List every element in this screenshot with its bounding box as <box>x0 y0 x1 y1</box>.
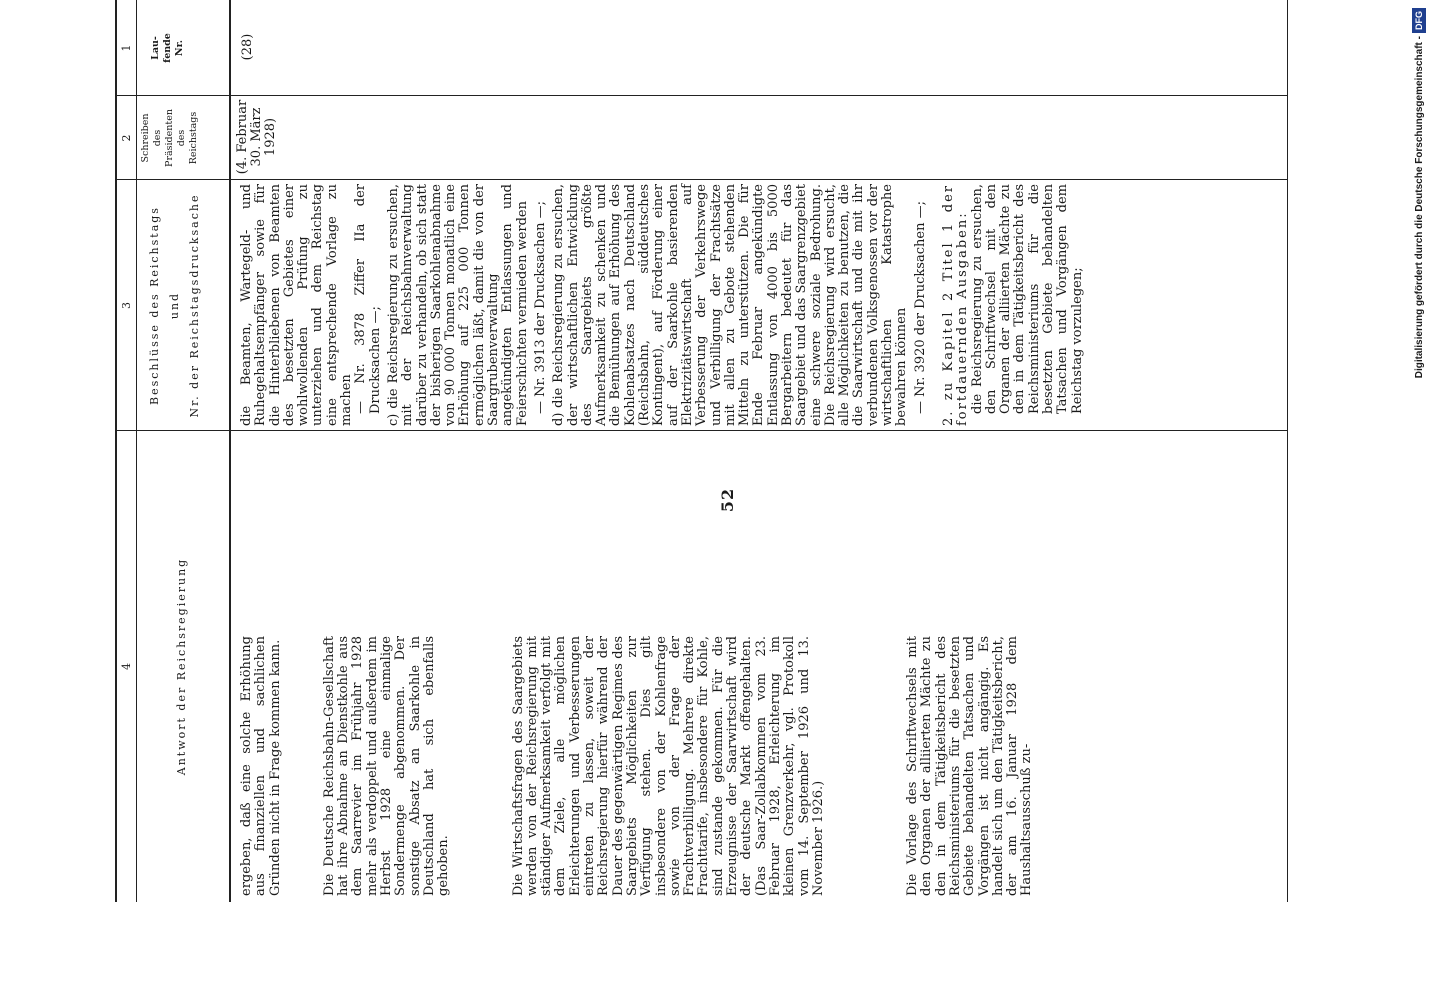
resolution-2: die Reichsregierung zu ersuchen, den Schriftwechsel mit den Organen der alliierten Mächte zu den in dem Tätigkeitsbericht des Reichsministeriums für die besetzten Gebiete behandelten Tatsachen und Vorgängen dem Reichstag vorzulegen; <box>969 184 1085 414</box>
col-number-1: 1 <box>120 44 133 52</box>
row-number: (28) <box>240 33 255 61</box>
col-sep-1 <box>115 95 1288 96</box>
resolution-c: c) die Reichsregierung zu ersuchen, mit der Reichsbahnverwaltung darüber zu verhandeln, ob sich statt der bisherigen Saarkohlenabnahme von 90 000 Tonnen monatlich eine Erhöhung auf 225 000 Tonnen ermöglichen läßt, damit die von der Saargrubenverwaltung angekündigten Entlassungen und Feierschichten vermieden werden <box>385 184 530 426</box>
answer-d: Die Wirtschaftsfragen des Saargebiets werden von der Reichsregierung mit ständiger Aufmerksamkeit verfolgt mit dem Ziele, alle möglichen Erleichterungen und Verbesserungen eintreten zu lassen, soweit der Reichsregierung hierfür während der Dauer des gegenwärtigen Regimes des Saargebiets Möglichkeiten zur Verfügung stehen. Dies gilt insbesondere von der Kohlenfrage sowie von der Frage der Frachtverbilligung. Mehrere direkte Frachttarife, insbesondere für Kohle, sind zustande gekommen. Für die Erzeugnisse der Saarwirtschaft wird der deutsche Markt offengehalten. (Das Saar-Zollabkommen vom 23. Februar 1928, Erleichterung im kleinen Grenzverkehr, vgl. Protokoll vom 14. September 1926 und 13. November 1926.) <box>510 636 826 896</box>
header-beschluesse-line2: und <box>168 291 181 320</box>
drucksache-3913: — Nr. 3913 der Drucksachen —; <box>532 201 548 414</box>
dfg-logo: DFG <box>1412 8 1426 33</box>
page-number: 52 <box>718 487 737 513</box>
header-schreiben: Schreiben des Präsidenten des Reichstags <box>140 109 199 167</box>
resolutions-text <box>240 184 1085 426</box>
header-beschluesse-line3: Nr. der Reichstagsdrucksache <box>188 193 201 418</box>
answer-c: Die Deutsche Reichsbahn-Gesellschaft hat ihre Abnahme an Dienstkohle aus dem Saarrevier im Frühjahr 1928 mehr als verdoppelt und außerdem im Herbst 1928 eine einmalige Sondermenge abgenommen. Der sonstige Absatz an Saarkohle in Deutschland hat sich ebenfalls gehoben. <box>321 636 452 896</box>
table-number-rule <box>136 0 137 902</box>
row-date: (4. Februar 30. März 1928) <box>235 99 278 175</box>
col-number-4: 4 <box>120 663 133 670</box>
kapitel-2-heading: 2. zu Kapitel 2 Titel 1 der fortdauernden Ausgaben: <box>940 184 971 426</box>
header-antwort: Antwort der Reichsregierung <box>175 557 188 776</box>
col-sep-2 <box>115 179 1288 180</box>
digitization-note <box>1408 8 1432 992</box>
col-number-3: 3 <box>120 302 133 309</box>
header-laufende-nr: Lau- fende Nr. <box>150 33 185 63</box>
header-beschluesse <box>148 180 202 431</box>
col-sep-3 <box>115 430 1288 431</box>
drucksache-3920: — Nr. 3920 der Drucksachen —; <box>912 201 928 414</box>
resolution-b-continued: die Beamten, Wartegeld- und Ruhegehaltsempfänger sowie für die Hinterbliebenen von Beamten des besetzten Gebietes einer wohlwollenden Prüfung zu unterziehen und dem Reichstag eine entsprechende Vorlage zu machen <box>239 184 355 426</box>
digitization-note-text: Digitalisierung gefördert durch die Deutsche Forschungsgemeinschaft - <box>1414 36 1425 379</box>
header-beschluesse-line1: Beschlüsse des Reichstags <box>148 206 161 405</box>
table-header-rule <box>229 0 231 902</box>
government-answer-text <box>240 438 1035 896</box>
table-bottom-rule <box>1287 0 1288 902</box>
table-top-rule <box>115 0 117 902</box>
answer-2: Die Vorlage des Schriftwechsels mit den Organen der alliierten Mächte zu den in dem Tätigkeitsbericht des Reichsministeriums für die besetzten Gebiete behandelten Tatsachen und Vorgängen ist nicht angängig. Es handelt sich um den Tätigkeitsbericht, der am 16. Januar 1928 dem Haushaltsausschuß zu- <box>905 636 1035 896</box>
answer-1-continued: ergeben, daß eine solche Erhöhung aus finanziellen und sachlichen Gründen nicht in Frage kommen kann. <box>239 636 283 896</box>
resolution-d: d) die Reichsregierung zu ersuchen, der wirtschaftlichen Entwicklung des Saargebiets größte Aufmerksamkeit zu schenken und die Bemühungen auf Erhöhung des Kohlenabsatzes nach Deutschland (Reichsbahn, süddeutsches Kontingent), auf Förderung einer auf der Saarkohle basierenden Elektrizitätswirtschaft auf Verbesserung der Verkehrswege und Verbilligung der Frachtsätze mit allen zu Gebote stehenden Mitteln zu unterstützen. Die für Ende Februar angekündigte Entlassung von 4000 bis 5000 Bergarbeitern bedeutet für das Saargebiet und das Saargrenzgebiet eine schwere soziale Bedrohung. Die Reichsregierung wird ersucht, alle Möglichkeiten zu benutzen, die die Saarwirtschaft und die mit ihr verbundenen Volksgenossen vor der wirtschaftlichen Katastrophe bewahren können <box>551 184 910 426</box>
drucksache-3878: — Nr. 3878 Ziffer IIa der Drucksachen —; <box>353 184 383 414</box>
col-number-2: 2 <box>120 134 133 142</box>
